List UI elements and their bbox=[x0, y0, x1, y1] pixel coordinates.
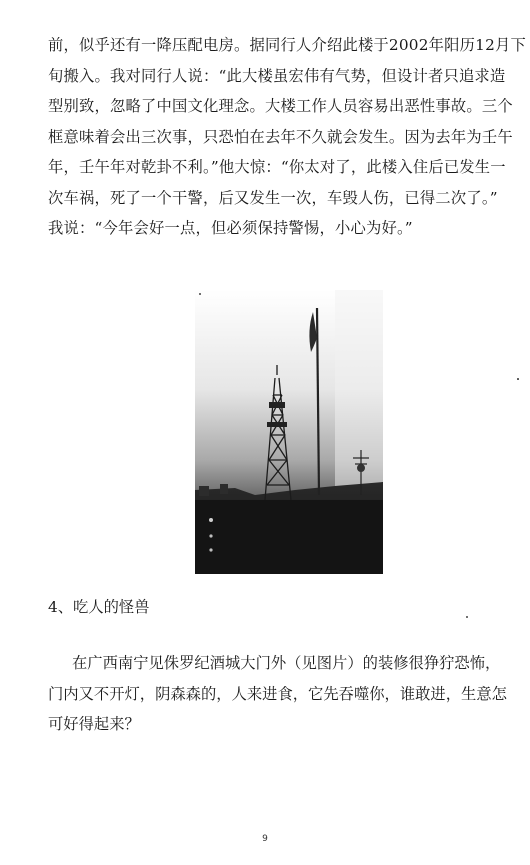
section-heading: 4、吃人的怪兽 bbox=[48, 598, 150, 616]
scan-speck bbox=[466, 616, 468, 618]
text-line: 框意味着会出三次事，只恐怕在去年不久就会发生。因为去年为壬午 bbox=[48, 127, 513, 146]
page-number: 9 bbox=[262, 834, 268, 844]
body-paragraph-bottom bbox=[48, 648, 518, 740]
text-line: 门内又不开灯，阴森森的，人来进食，它先吞噬你，谁敢进，生意怎 bbox=[48, 684, 507, 703]
text-line: 我说：“今年会好一点，但必须保持警惕，小心为好。” bbox=[48, 219, 413, 237]
body-paragraph-top bbox=[48, 30, 527, 244]
text-line: 年，壬午年对乾卦不利。”他大惊：“你太对了，此楼入住后已发生一 bbox=[48, 158, 506, 176]
scan-speck bbox=[199, 293, 201, 295]
text-line: 可好得起来？ bbox=[48, 715, 140, 733]
text-line: 前，似乎还有一降压配电房。据同行人介绍此楼于2002年阳历12月下 bbox=[48, 36, 527, 54]
text-line: 在广西南宁见侏罗纪酒城大门外（见图片）的装修很狰狞恐怖， bbox=[72, 654, 501, 672]
photo-tower-and-flagpole bbox=[195, 290, 383, 574]
scan-speck bbox=[517, 378, 519, 380]
text-line: 次车祸，死了一个干警，后又发生一次，车毁人伤，已得二次了。” bbox=[48, 188, 498, 207]
text-line: 旬搬入。我对同行人说：“此大楼虽宏伟有气势，但设计者只追求造 bbox=[48, 66, 506, 85]
text-line: 型别致，忽略了中国文化理念。大楼工作人员容易出恶性事故。三个 bbox=[48, 97, 513, 115]
